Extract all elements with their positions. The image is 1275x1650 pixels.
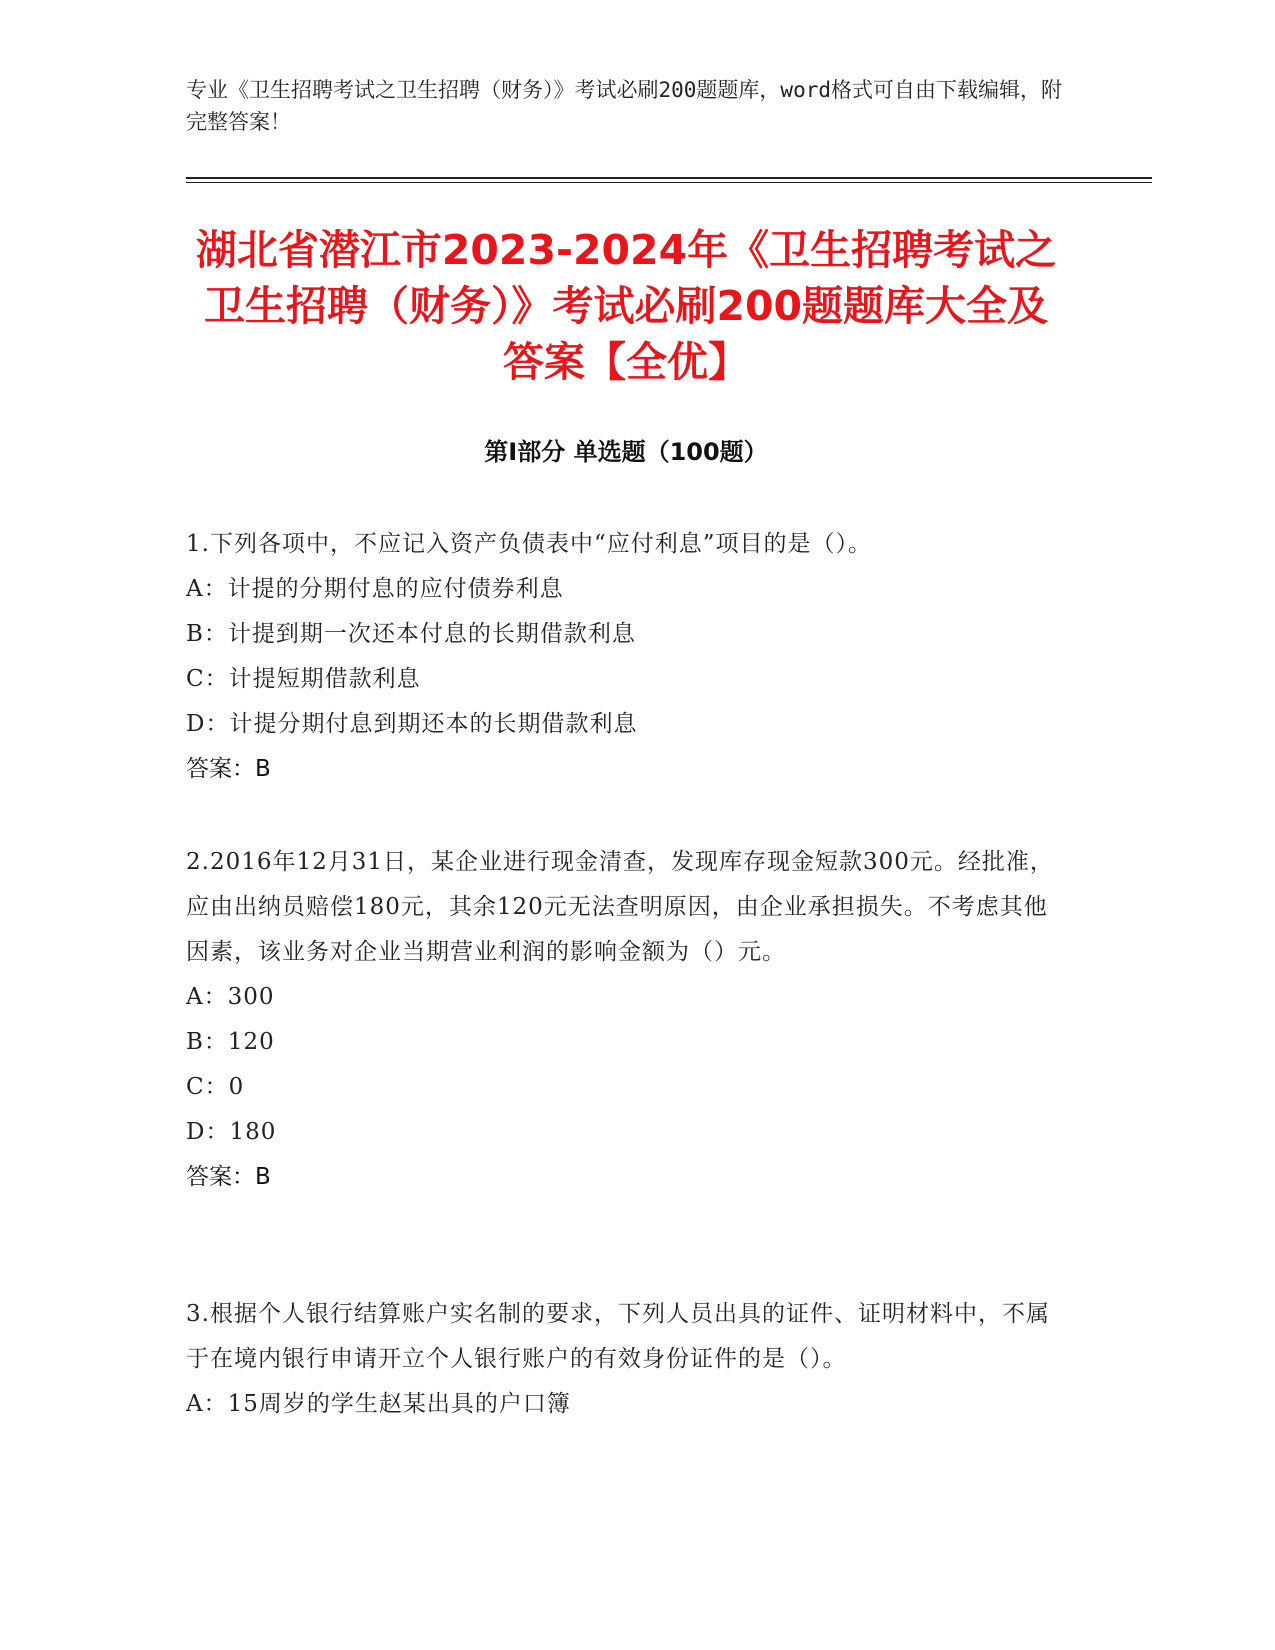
question-3 <box>186 1292 1066 1427</box>
option-c: C：计提短期借款利息 <box>186 666 421 692</box>
question-stem: 1.下列各项中，不应记入资产负债表中“应付利息”项目的是（）。 <box>186 531 872 557</box>
answer: 答案：B <box>186 1164 271 1190</box>
question-1 <box>186 522 1066 792</box>
option-a: A：15周岁的学生赵某出具的户口簿 <box>186 1391 571 1417</box>
option-a: A：300 <box>186 984 275 1010</box>
option-b: B：计提到期一次还本付息的长期借款利息 <box>186 621 636 647</box>
answer: 答案：B <box>186 756 271 782</box>
question-2 <box>186 840 1066 1200</box>
option-d: D：计提分期付息到期还本的长期借款利息 <box>186 711 638 737</box>
section-title: 第Ⅰ部分 单选题（100题） <box>484 438 768 466</box>
question-stem: 2.2016年12月31日，某企业进行现金清查，发现库存现金短款300元。经批准，应由出纳员赔偿180元，其余120元无法查明原因，由企业承担损失。不考虑其他因素，该业务对企业当期营业利润的影响金额为（）元。 <box>186 849 1054 965</box>
option-b: B：120 <box>186 1029 275 1055</box>
option-d: D：180 <box>186 1119 277 1145</box>
header-rule-thin <box>186 182 1152 183</box>
header-note: 专业《卫生招聘考试之卫生招聘（财务）》考试必刷200题题库，word格式可自由下载编辑，附完整答案！ <box>186 78 1062 134</box>
option-a: A：计提的分期付息的应付债券利息 <box>186 576 564 602</box>
header-rule-thick <box>186 177 1152 179</box>
document-title: 湖北省潜江市2023-2024年《卫生招聘考试之卫生招聘（财务）》考试必刷200题题库大全及答案【全优】 <box>195 226 1057 386</box>
question-stem: 3.根据个人银行结算账户实名制的要求，下列人员出具的证件、证明材料中，不属于在境内银行申请开立个人银行账户的有效身份证件的是（）。 <box>186 1301 1050 1372</box>
option-c: C：0 <box>186 1074 245 1100</box>
